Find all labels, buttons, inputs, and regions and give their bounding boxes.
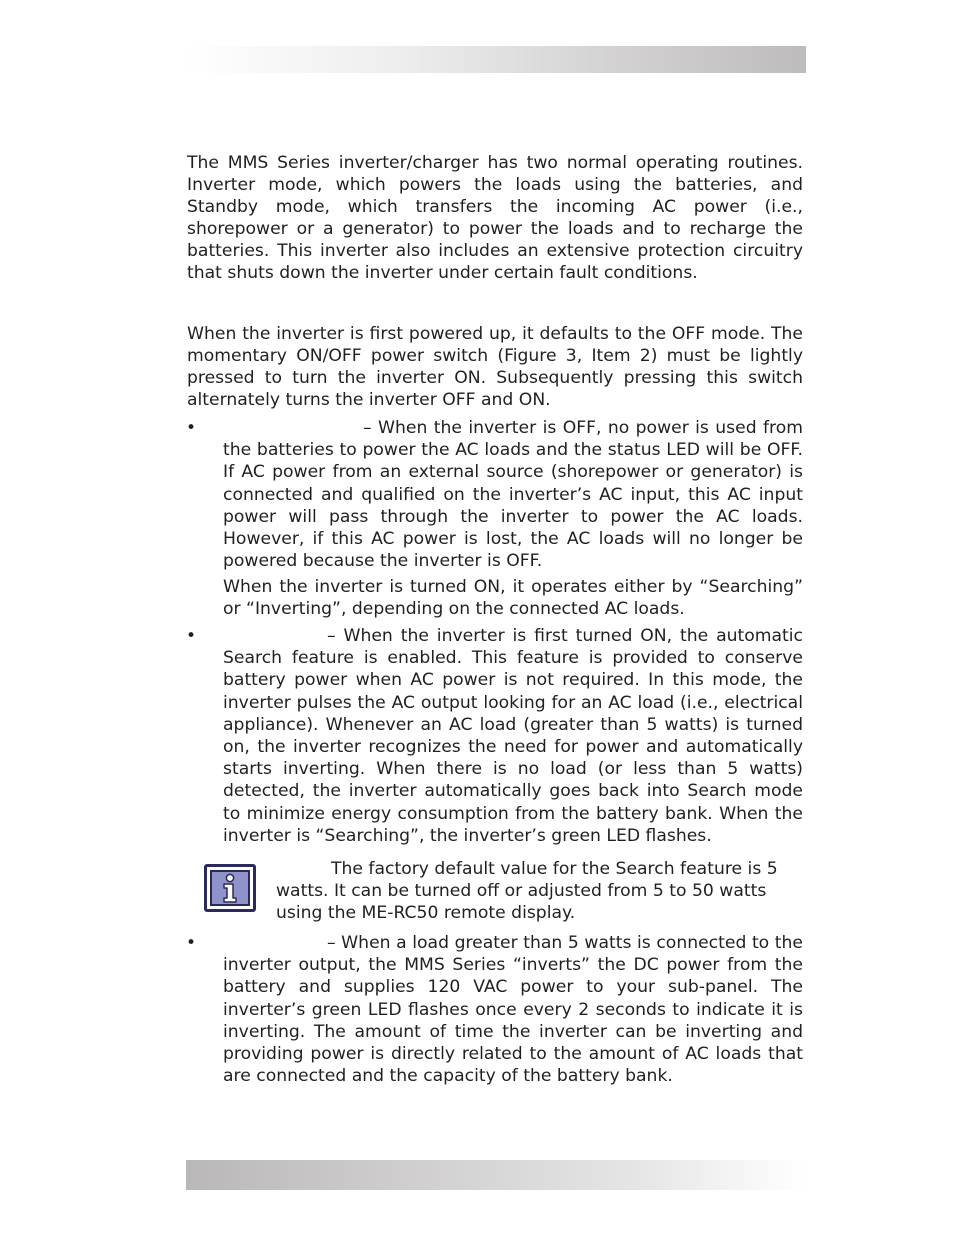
note-line-3: using the ME-RC50 remote display.: [276, 903, 576, 924]
note-line-2: watts. It can be turned off or adjusted from 5 to 50 watts: [276, 881, 767, 902]
footer-bar: [186, 1160, 806, 1190]
note-text: [276, 858, 802, 925]
bullet-search-marker: •: [186, 626, 197, 646]
info-icon: [204, 864, 256, 912]
bullet-search-text: [223, 625, 803, 847]
bullet-inverting-marker: •: [186, 933, 197, 953]
bullet-off-followup: When the inverter is turned ON, it operates either by “Searching” or “Inverting”, depending on the connected AC loads.: [223, 577, 803, 620]
bullet-inverting-text: [223, 932, 803, 1087]
powerup-paragraph: When the inverter is first powered up, it defaults to the OFF mode. The momentary ON/OFF power switch (Figure 3, Item 2) must be lightly pressed to turn the inverter ON. Subsequently pressing this switch alternately turns the inverter OFF and ON.: [187, 324, 803, 411]
intro-paragraph: The MMS Series inverter/charger has two normal operating routines. Inverter mode, which powers the loads using the batteries, and Standby mode, which transfers the incoming AC power (i.e., shorepower or a generator) to power the loads and to recharge the batteries. This inverter also includes an extensive protection circuitry that shuts down the inverter under certain fault conditions.: [187, 153, 803, 284]
bullet-off-marker: •: [186, 418, 197, 438]
bullet-off-body: – When the inverter is OFF, no power is used from the batteries to power the AC loads and the status LED will be OFF. If AC power from an external source (shorepower or generator) is connected and qualified on the inverter’s AC input, this AC input power will pass through the inverter to power the AC loads. However, if this AC power is lost, the AC loads will no longer be powered because the inverter is OFF.: [223, 418, 803, 572]
bullet-search-body: – When the inverter is first turned ON, the automatic Search feature is enabled. This feature is provided to conserve battery power when AC power is not required. In this mode, the inverter pulses the AC output looking for an AC load (i.e., electrical appliance). Whenever an AC load (greater than 5 watts) is turned on, the inverter recognizes the need for power and automatically starts inverting. When there is no load (or less than 5 watts) detected, the inverter automatically goes back into Search mode to minimize energy consumption from the battery bank. When the inverter is “Searching”, the inverter’s green LED flashes.: [223, 626, 803, 846]
note-line-1: The factory default value for the Search feature is 5: [331, 859, 778, 879]
header-bar: [186, 46, 806, 73]
bullet-off-text: [223, 417, 803, 572]
bullet-inverting-body: – When a load greater than 5 watts is connected to the inverter output, the MMS Series “inverts” the DC power from the battery and supplies 120 VAC power to your sub-panel. The inverter’s green LED flashes once every 2 seconds to indicate it is inverting. The amount of time the inverter can be inverting and providing power is directly related to the amount of AC loads that are connected and the capacity of the battery bank.: [223, 933, 803, 1087]
